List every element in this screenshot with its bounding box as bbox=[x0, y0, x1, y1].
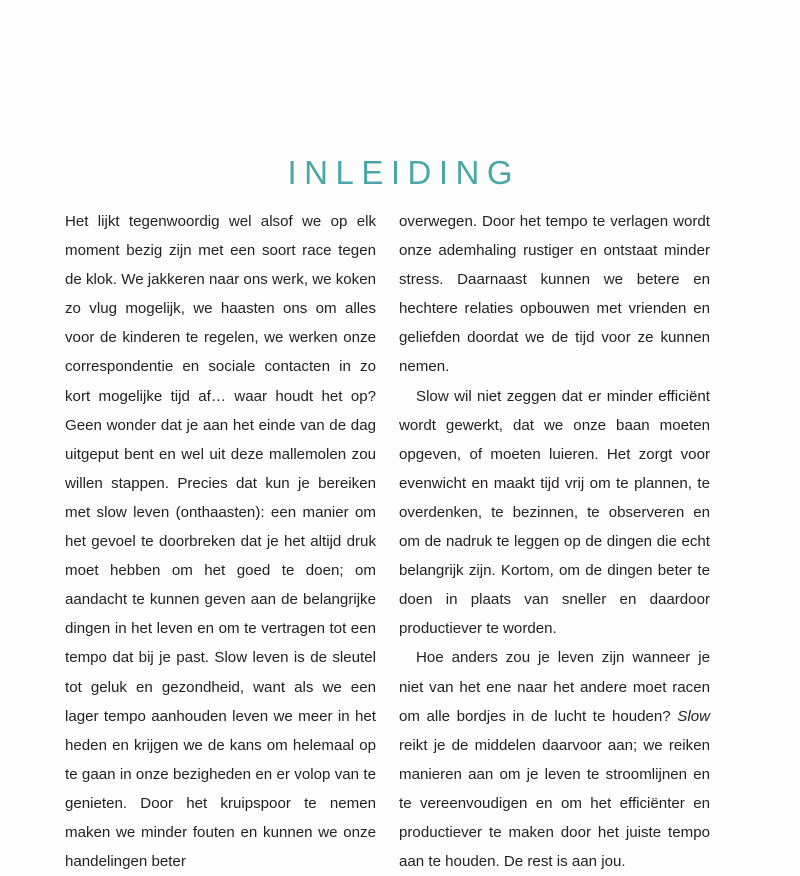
page-title: INLEIDING bbox=[287, 154, 521, 192]
right-column bbox=[399, 207, 710, 876]
text-run: Slow wil niet zeggen dat er minder efficiënt wordt gewerkt, dat we onze baan moeten opgeven, of moeten luieren. Het zorgt voor evenwicht en maakt tijd vrij om te plannen, te overdenken, te bezinnen, te observeren en om de nadruk te leggen op de dingen die echt belangrijk zijn. Kortom, om de dingen beter te doen in plaats van sneller en daardoor productiever te worden. bbox=[399, 387, 710, 638]
paragraph bbox=[399, 382, 710, 644]
left-column bbox=[65, 207, 376, 876]
paragraph bbox=[399, 207, 710, 382]
text-run: reikt je de middelen daarvoor aan; we reiken manieren aan om je leven te stroomlijnen en te vereenvoudigen en om het efficiënter en productiever te maken door het juiste tempo aan te houden. De rest is aan jou. bbox=[399, 736, 710, 871]
paragraph: Het lijkt tegenwoordig wel alsof we op elk moment bezig zijn met een soort race tegen de klok. We jakkeren naar ons werk, we koken zo vlug mogelijk, we haasten ons om alles voor de kinderen te regelen, we werken onze correspondentie en sociale contacten in zo kort mogelijke tijd af… waar houdt het op? Geen wonder dat je aan het einde van de dag uitgeput bent en wel uit deze mallemolen zou willen stappen. Precies dat kun je bereiken met slow leven (onthaasten): een manier om het gevoel te doorbreken dat je het altijd druk moet hebben om het goed te doen; om aandacht te kunnen geven aan de belangrijke dingen in het leven en om te vertragen tot een tempo dat bij je past. Slow leven is de sleutel tot geluk en gezondheid, want als we een lager tempo aanhouden leven we meer in het heden en krijgen we de kans om helemaal op te gaan in onze bezigheden en er volop van te genieten. Door het kruipspoor te nemen maken we minder fouten en kunnen we onze handelingen beter bbox=[65, 213, 376, 871]
paragraph bbox=[399, 643, 710, 876]
text-run: overwegen. Door het tempo te verlagen wordt onze ademhaling rustiger en ontstaat minder stress. Daarnaast kunnen we betere en hechtere relaties opbouwen met vrienden en geliefden doordat we de tijd voor ze kunnen nemen. bbox=[399, 213, 710, 376]
emphasis-text: Slow bbox=[677, 707, 710, 725]
text-run: Hoe anders zou je leven zijn wanneer je niet van het ene naar het andere moet racen om alle bordjes in de lucht te houden? bbox=[399, 649, 710, 725]
two-column-body bbox=[65, 207, 710, 871]
